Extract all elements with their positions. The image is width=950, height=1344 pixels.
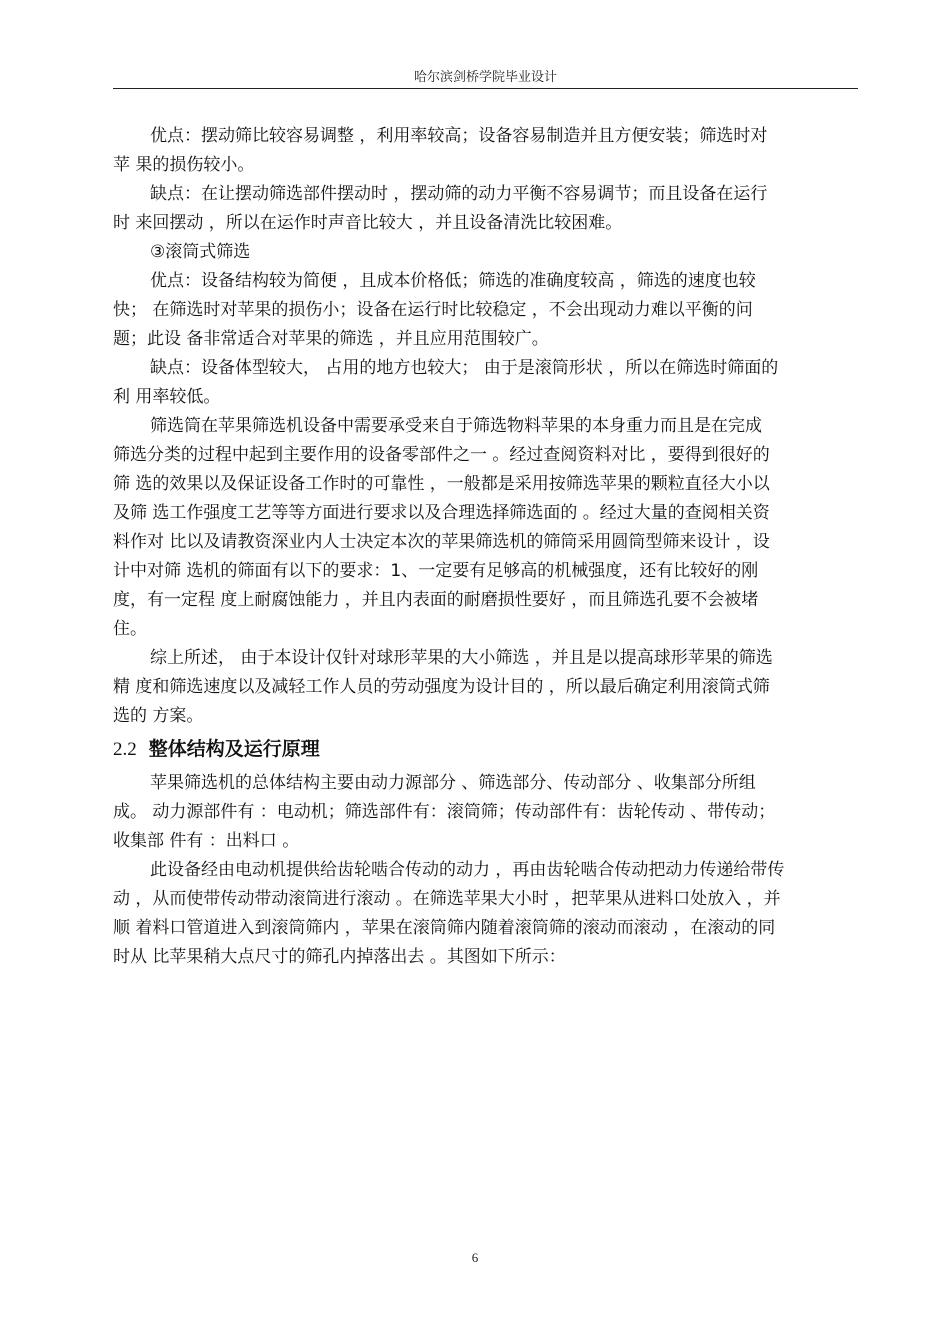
text-line: 缺点：设备体型较大， 占用的地方也较大； 由于是滚筒形状 ，所以在筛选时筛面的 (150, 358, 779, 378)
paragraph-block-2 (113, 769, 858, 972)
text-line: 顺 着料口管道进入到滚筒筛内 ，苹果在滚筒筛内随着滚筒筛的滚动而滚动 ，在滚动的同 (113, 918, 776, 938)
text-line: 及筛 选工作强度工艺等等方面进行要求以及合理选择筛选面的 。经过大量的查阅相关资 (113, 503, 770, 523)
text-line: 利 用率较低。 (113, 387, 221, 407)
text-line: 优点：摆动筛比较容易调整 ，利用率较高；设备容易制造并且方便安装；筛选时对 (150, 126, 768, 146)
text-line: 此设备经由电动机提供给齿轮啮合传动的动力 ，再由齿轮啮合传动把动力传递给带传 (150, 860, 785, 880)
text-line: 计中对筛 选机的筛面有以下的要求：1、一定要有足够高的机械强度，还有比较好的刚 (113, 561, 759, 581)
paragraph-block-1 (113, 122, 858, 731)
document-body (113, 122, 858, 972)
text-line: 综上所述， 由于本设计仅针对球形苹果的大小筛选 ，并且是以提高球形苹果的筛选 (150, 648, 773, 668)
section-heading (113, 729, 858, 769)
text-line: 住。 (113, 619, 147, 639)
text-line: 优点：设备结构较为简便 ，且成本价格低；筛选的准确度较高 ，筛选的速度也较 (150, 271, 756, 291)
text-line: 度，有一定程 度上耐腐蚀能力 ，并且内表面的耐磨损性要好 ，而且筛选孔要不会被堵 (113, 590, 759, 610)
text-line: ③滚筒式筛选 (150, 242, 251, 262)
text-line: 筛 选的效果以及保证设备工作时的可靠性 ，一般都是采用按筛选苹果的颗粒直径大小以 (113, 474, 770, 494)
text-line: 快； 在筛选时对苹果的损伤小；设备在运行时比较稳定 ，不会出现动力难以平衡的问 (113, 300, 753, 320)
section-title: 整体结构及运行原理 (148, 738, 320, 760)
text-line: 筛选筒在苹果筛选机设备中需要承受来自于筛选物料苹果的本身重力而且是在完成 (150, 416, 762, 436)
page-number: 6 (471, 1250, 479, 1265)
text-line: 成。 动力源部件有 ：电动机；筛选部件有：滚筒筛；传动部件有：齿轮传动 、带传动； (113, 802, 776, 822)
page-header: 哈尔滨剑桥学院毕业设计 (413, 70, 557, 85)
text-line: 时从 比苹果稍大点尺寸的筛孔内掉落出去 。其图如下所示： (113, 947, 566, 967)
header-divider (113, 88, 858, 89)
text-line: 筛选分类的过程中起到主要作用的设备零部件之一 。经过查阅资料对比 ，要得到很好的 (113, 445, 770, 465)
text-line: 苹 果的损伤较小。 (113, 155, 255, 175)
section-number: 2.2 (113, 739, 137, 760)
text-line: 题；此设 备非常适合对苹果的筛选 ，并且应用范围较广。 (113, 329, 549, 349)
text-line: 缺点：在让摆动筛选部件摆动时 ，摆动筛的动力平衡不容易调节；而且设备在运行 (150, 184, 768, 204)
text-line: 收集部 件有 ：出料口 。 (113, 831, 300, 851)
text-line: 选的 方案。 (113, 706, 204, 726)
text-line: 料作对 比以及请教资深业内人士决定本次的苹果筛选机的筛筒采用圆筒型筛来设计 ，设 (113, 532, 770, 552)
text-line: 动 ，从而使带传动带动滚筒进行滚动 。在筛选苹果大小时 ，把苹果从进料口处放入 ，并 (113, 889, 781, 909)
text-line: 苹果筛选机的总体结构主要由动力源部分 、筛选部分、传动部分 、收集部分所组 (150, 773, 756, 793)
text-line: 时 来回摆动 ，所以在运作时声音比较大 ，并且设备清洗比较困难。 (113, 213, 623, 233)
text-line: 精 度和筛选速度以及减轻工作人员的劳动强度为设计目的 ，所以最后确定利用滚筒式筛 (113, 677, 770, 697)
